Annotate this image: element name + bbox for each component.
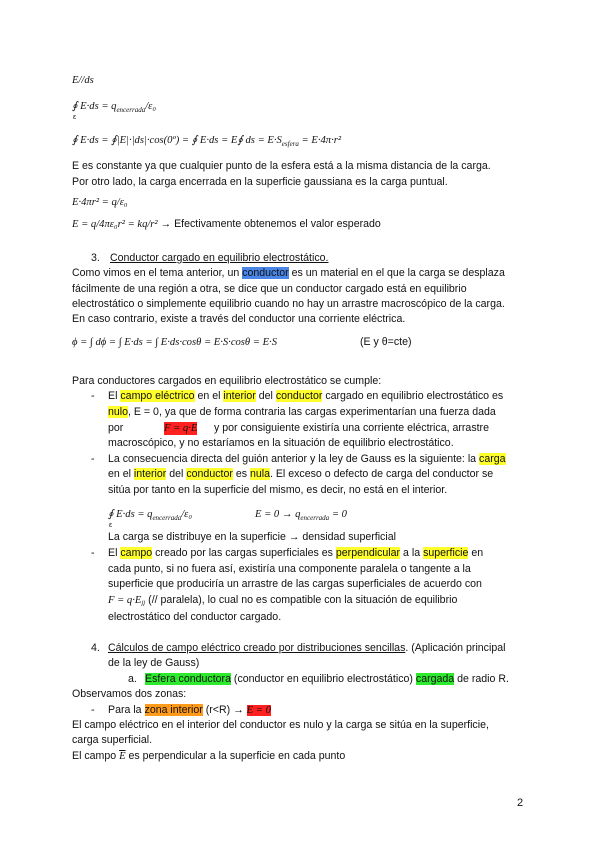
b1-l2b: , E = 0, ya que de forma contraria las cargas experimentarían una fuerza dada	[128, 406, 496, 418]
eq-expansion	[72, 134, 341, 151]
paragraph-perpendicular	[72, 750, 345, 763]
eq-expansion-sub: esfera	[281, 140, 299, 149]
eq-zero-sub: encerrada	[300, 514, 330, 523]
highlight-nulo: nulo	[108, 406, 129, 418]
b1-en: en el	[194, 390, 224, 402]
paragraph-conditions: Para conductores cargados en equilibrio electrostático se cumple:	[72, 375, 382, 387]
highlight-conductor: conductor	[242, 267, 289, 279]
b2-del: del	[166, 468, 187, 480]
eq-flux: ϕ = ∫ dϕ = ∫ E·ds = ∫ E·ds·cosθ = E·S·cosθ = E·S	[72, 337, 278, 348]
highlight-nula: nula	[249, 468, 270, 480]
highlight-carga: carga	[479, 453, 506, 465]
paragraph-conductor-l1	[72, 267, 505, 280]
item-a-number: a.	[128, 673, 137, 685]
eq-gauss-2	[108, 508, 192, 525]
bullet-dash: -	[91, 704, 95, 716]
bullet-3-l4	[108, 594, 457, 611]
eq-result	[72, 218, 381, 231]
p3-b: es un material en el que la carga se desplaza	[288, 267, 505, 279]
b1-rest: cargado en equilibrio electrostático es	[322, 390, 504, 402]
b3-a: creado por las cargas superficiales es	[152, 547, 336, 559]
b2-es: es	[232, 468, 250, 480]
bullet-1-l4: macroscópico, y no estaríamos en la situación de equilibrio electrostático.	[108, 437, 454, 449]
eq-gauss-tail: /ε₀	[145, 101, 157, 112]
section-4-title: Cálculos de campo eléctrico creado por distribuciones sencillas	[108, 642, 406, 654]
highlight-superficie: superficie	[423, 547, 469, 559]
eq-flux-note: (E y θ=cte)	[360, 336, 412, 348]
eq-gauss2-main: ∮ E·ds = q	[108, 509, 153, 520]
highlight-cargada: cargada	[415, 673, 455, 685]
bullet-2-l1	[108, 453, 506, 466]
eq-parallel: E//ds	[72, 75, 94, 86]
b3-sub: //	[141, 601, 146, 609]
zone-para: Para la	[108, 704, 145, 716]
b3-l4b: (// paralela), lo cual no es compatible con la situación de equilibrio	[145, 594, 458, 606]
bullet-dash: -	[91, 390, 95, 402]
section-4-number: 4.	[91, 642, 100, 654]
b3-b: a la	[400, 547, 424, 559]
highlight-interior: interior	[223, 390, 256, 402]
b3-force-parallel: F = q·E	[108, 595, 142, 606]
b2-l2b: . El exceso o defecto de carga del conductor se	[269, 468, 494, 480]
highlight-conductor-1: conductor	[275, 390, 323, 402]
eq-gauss-surface: ε	[73, 114, 77, 121]
paragraph-conductor-l3: electrostático o simplemente equilibrio cuando no hay un arrastre macroscópico de la carga.	[72, 298, 505, 310]
section-3-title: Conductor cargado en equilibrio electrostático.	[110, 252, 329, 264]
eq-expansion-tail: = E·4π·r²	[298, 135, 342, 146]
eq-result-tail: → Efectivamente obtenemos el valor esperado	[157, 218, 381, 230]
eq-zero-main: E = 0 → q	[255, 509, 301, 520]
b1-del: del	[255, 390, 276, 402]
highlight-perpendicular: perpendicular	[335, 547, 401, 559]
highlight-interior-2: interior	[133, 468, 167, 480]
bullet-3-l1	[108, 547, 483, 560]
item-a-mid: (conductor en equilibrio electrostático)	[230, 673, 416, 685]
bullet-1-l1	[108, 390, 503, 403]
bullet-3-l3: superficie que produciría un arrastre de las cargas superficiales de acuerdo con	[108, 578, 482, 590]
b3-el: El	[108, 547, 121, 559]
highlight-campo: campo	[120, 547, 153, 559]
bullet-dash: -	[91, 453, 95, 465]
paragraph-conductor-l4: En caso contrario, existe a través del conductor una corriente eléctrica.	[72, 313, 406, 325]
section-4-title-line	[108, 642, 505, 655]
highlight-e-zero: E = 0	[246, 705, 271, 716]
paragraph-field-interior-l2: carga superficial.	[72, 734, 153, 746]
highlight-campo-electrico: campo eléctrico	[120, 390, 195, 402]
paragraph-field-interior-l1: El campo eléctrico en el interior del conductor es nulo y la carga se sitúa en la superficie,	[72, 719, 489, 731]
eq-result-main: E = q/4πε₀r² = kq/r²	[72, 219, 158, 230]
eq-expansion-main: ∮ E·ds = ∮|E|·|ds|·cos(0º) = ∮ E·ds = E∮ ds = E·S	[72, 135, 282, 146]
b3-c: en	[468, 547, 484, 559]
highlight-zona-interior: zona interior	[144, 704, 203, 716]
p6-e: $\overline{E}$	[119, 751, 126, 762]
section-4-l2: de la ley de Gauss)	[108, 657, 200, 669]
p6-a: El campo	[72, 750, 120, 762]
p3-a: Como vimos en el tema anterior, un	[72, 267, 243, 279]
bullet-3-l2: cada punto, si no fuera así, existiría una componente paralela o tangente a la	[108, 563, 471, 575]
eq-zero	[255, 508, 347, 525]
eq-gauss-sub: encerrada	[116, 106, 146, 115]
p6-b: es perpendicular a la superficie en cada punto	[125, 750, 346, 762]
eq-gauss-main: ∮ E·ds = q	[72, 101, 117, 112]
bullet-2-l4: La carga se distribuye en la superficie → densidad superficial	[108, 531, 396, 543]
eq-gauss	[72, 100, 156, 117]
paragraph-zones: Observamos dos zonas:	[72, 688, 187, 700]
eq-gauss2-tail: /ε₀	[181, 509, 193, 520]
item-a-end: de radio R.	[454, 673, 509, 685]
eq-gauss2-surface: ε	[109, 522, 113, 529]
bullet-2-l2	[108, 468, 493, 481]
paragraph-constant: E es constante ya que cualquier punto de la esfera está a la misma distancia de la carga.	[72, 160, 491, 172]
paragraph-enclosed-charge: Por otro lado, la carga encerrada en la superficie gaussiana es la carga puntual.	[72, 176, 448, 188]
highlight-force-equation: F = q·E	[164, 423, 198, 434]
zone-rest: (r<R) →	[202, 704, 247, 716]
zone-interior-line	[108, 704, 271, 717]
highlight-conductor-2: conductor	[186, 468, 233, 480]
section-3-number: 3.	[91, 252, 100, 264]
eq-sphere: E·4πr² = q/ε₀	[72, 197, 128, 208]
bullet-dash: -	[91, 547, 95, 559]
section-4-rest: . (Aplicación principal	[405, 642, 506, 654]
paragraph-conductor-l2: fácilmente de una región a otra, se dice que un conductor cargado está en equilibrio	[72, 283, 467, 295]
bullet-2-l3: sitúa por tanto en la superficie del mismo, es decir, no está en el interior.	[108, 484, 448, 496]
item-a	[145, 673, 509, 686]
eq-zero-tail: = 0	[329, 509, 347, 520]
b1-el: El	[108, 390, 121, 402]
bullet-3-l5: electrostático del conductor cargado.	[108, 611, 282, 623]
b2-l2a: en el	[108, 468, 134, 480]
page-number: 2	[517, 797, 524, 809]
bullet-1-l3a: por	[108, 422, 124, 434]
bullet-1-l3b: y por consiguiente existiría una corriente eléctrica, arrastre	[214, 422, 489, 434]
b2-l1a: La consecuencia directa del guión anterior y la ley de Gauss es la siguiente: la	[108, 453, 480, 465]
highlight-esfera-conductora: Esfera conductora	[145, 673, 231, 685]
eq-gauss2-sub: encerrada	[152, 514, 182, 523]
bullet-1-l2	[108, 406, 496, 419]
